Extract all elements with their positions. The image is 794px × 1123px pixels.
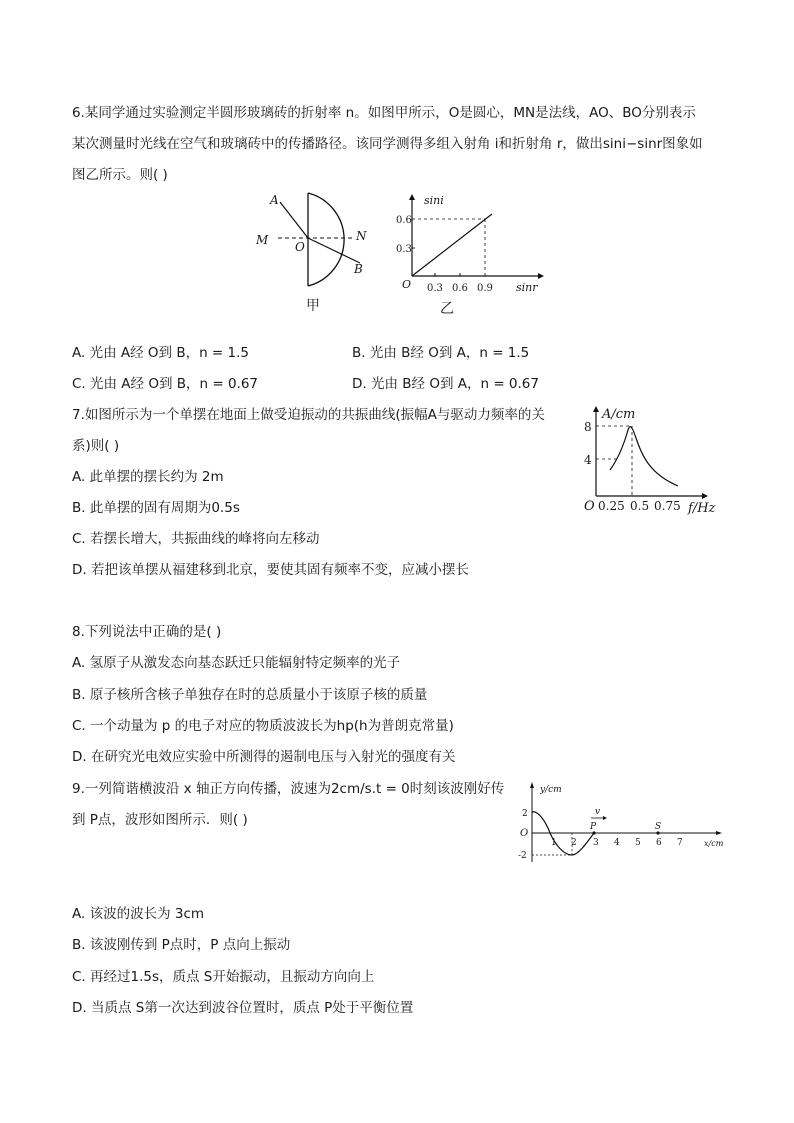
- label-n: N: [356, 229, 367, 243]
- y-axis-label: sini: [424, 194, 444, 207]
- x-tick-label-2: 2: [571, 838, 577, 848]
- q9-stem-line-2: 到 P点，波形如图所示．则( ): [72, 812, 248, 828]
- data-line: [412, 214, 492, 276]
- s-label: S: [655, 822, 662, 832]
- q6-option-d[interactable]: D. 光由 B经 O到 A，n = 0.67: [352, 376, 539, 392]
- caption-yi: 乙: [440, 301, 454, 317]
- q9-option-c[interactable]: C. 再经过1.5s，质点 S开始振动，且振动方向向上: [72, 969, 375, 985]
- ray-ob: [308, 238, 360, 263]
- velocity-arrow-head: [603, 816, 607, 820]
- label-b: B: [354, 262, 363, 276]
- q7-option-a[interactable]: A. 此单摆的摆长约为 2m: [72, 469, 224, 485]
- q6-option-c[interactable]: C. 光由 A经 O到 B，n = 0.67: [72, 376, 259, 392]
- q6-stem-line-3: 图乙所示。则( ): [72, 167, 168, 183]
- label-m: M: [256, 233, 269, 247]
- y-axis-arrow: [593, 406, 599, 412]
- x-tick-label-06: 0.6: [452, 283, 468, 294]
- caption-jia: 甲: [306, 298, 320, 314]
- y-axis-arrow: [530, 782, 534, 788]
- resonance-curve-figure: [582, 404, 724, 516]
- x-axis-arrow: [702, 493, 708, 499]
- y-axis-arrow: [409, 194, 415, 200]
- q9-option-b[interactable]: B. 该波刚传到 P点时，P 点向上振动: [72, 937, 291, 953]
- x-tick-label-075: 0.75: [654, 499, 681, 513]
- x-axis-label: sinr: [516, 281, 538, 294]
- semicircle-arc: [308, 193, 344, 286]
- q6-option-b[interactable]: B. 光由 B经 O到 A，n = 1.5: [352, 345, 530, 361]
- figure-jia: [250, 188, 380, 286]
- y-axis-label: y/cm: [540, 785, 562, 795]
- wave-figure: [516, 780, 730, 866]
- q6-stem-line-1: 6.某同学通过实验测定半圆形玻璃砖的折射率 n。如图甲所示，O是圆心，MN是法线，AO、BO分别表示: [72, 105, 696, 121]
- x-tick-label-05: 0.5: [630, 499, 650, 513]
- origin-label: O: [402, 278, 412, 291]
- resonance-curve: [610, 427, 678, 486]
- x-tick-label-03: 0.3: [427, 283, 443, 294]
- y-tick-label-2: 2: [522, 809, 528, 819]
- q6-stem-line-2: 某次测量时光线在空气和玻璃砖中的传播路径。该同学测得多组入射角 i和折射角 r，做出sini−sinr图象如: [72, 136, 703, 152]
- y-tick-label-8: 8: [584, 420, 592, 434]
- q9-option-d[interactable]: D. 当质点 S第一次达到波谷位置时，质点 P处于平衡位置: [72, 1000, 414, 1016]
- q8-option-a[interactable]: A. 氢原子从激发态向基态跃迁只能辐射特定频率的光子: [72, 655, 401, 671]
- x-tick-label-6: 6: [656, 838, 662, 848]
- x-axis-label: x/cm: [704, 839, 724, 848]
- x-tick-label-3: 3: [593, 838, 599, 848]
- y-tick-label-06: 0.6: [396, 215, 412, 226]
- q8-option-c[interactable]: C. 一个动量为 p 的电子对应的物质波波长为hp(h为普朗克常量): [72, 718, 454, 734]
- y-axis-label: A/cm: [602, 407, 636, 422]
- q8-stem: 8.下列说法中正确的是( ): [72, 624, 222, 640]
- q8-option-d[interactable]: D. 在研究光电效应实验中所测得的遏制电压与入射光的强度有关: [72, 749, 456, 765]
- ray-ao: [280, 202, 308, 238]
- v-label: v: [595, 807, 601, 817]
- origin-label: O: [520, 828, 529, 839]
- x-axis-arrow: [538, 273, 544, 279]
- q7-stem-line-1: 7.如图所示为一个单摆在地面上做受迫振动的共振曲线(振幅A与驱动力频率的关: [72, 407, 545, 423]
- q6-option-a[interactable]: A. 光由 A经 O到 B，n = 1.5: [72, 345, 249, 361]
- y-tick-label-neg2: -2: [518, 851, 527, 861]
- label-a: A: [270, 193, 279, 207]
- q8-option-b[interactable]: B. 原子核所含核子单独存在时的总质量小于该原子核的质量: [72, 687, 428, 703]
- x-tick-label-7: 7: [677, 838, 683, 848]
- q7-option-b[interactable]: B. 此单摆的固有周期为0.5s: [72, 500, 240, 516]
- x-tick-label-025: 0.25: [598, 499, 625, 513]
- q9-stem-line-1: 9.一列简谐横波沿 x 轴正方向传播，波速为2cm/s.t = 0时刻该波刚好传: [72, 781, 505, 797]
- p-label: P: [590, 822, 597, 832]
- label-o: O: [295, 240, 305, 254]
- x-tick-label-09: 0.9: [477, 283, 493, 294]
- figure-yi: [398, 194, 546, 294]
- q7-stem-line-2: 系)则( ): [72, 438, 120, 454]
- x-axis-arrow: [716, 831, 722, 835]
- x-tick-label-1: 1: [551, 838, 557, 848]
- x-axis-label: f/Hz: [688, 501, 716, 516]
- y-tick-label-03: 0.3: [396, 244, 412, 255]
- x-tick-label-4: 4: [614, 838, 620, 848]
- x-tick-label-5: 5: [635, 838, 641, 848]
- q7-option-c[interactable]: C. 若摆长增大，共振曲线的峰将向左移动: [72, 531, 320, 547]
- origin-label: O: [584, 499, 595, 514]
- y-tick-label-4: 4: [584, 453, 592, 467]
- q9-option-a[interactable]: A. 该波的波长为 3cm: [72, 906, 205, 922]
- q7-option-d[interactable]: D. 若把该单摆从福建移到北京，要使其固有频率不变，应减小摆长: [72, 562, 469, 578]
